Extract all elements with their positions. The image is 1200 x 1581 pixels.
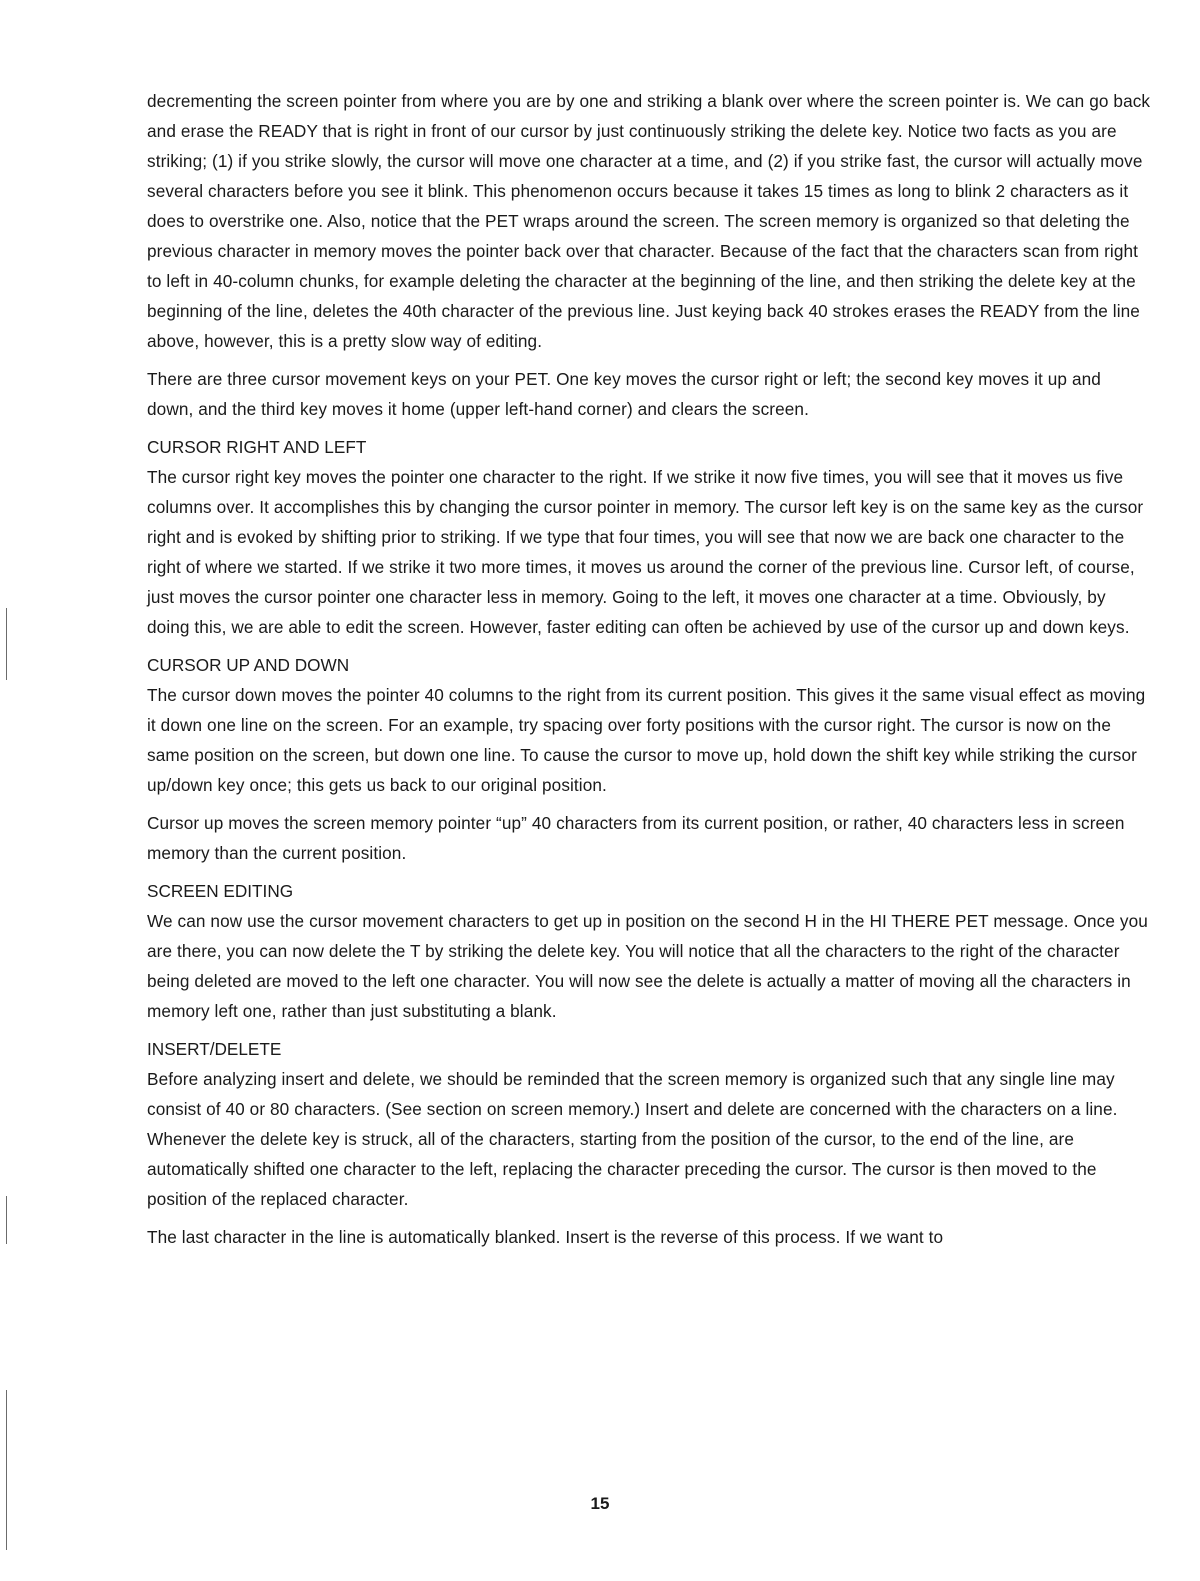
section-cursor-up-down (147, 650, 1151, 868)
margin-rule-3 (6, 1390, 7, 1550)
section-heading: SCREEN EDITING (147, 881, 294, 901)
section-cursor-right-left (147, 432, 1151, 642)
page-number: 15 (590, 1494, 610, 1513)
section-paragraph: Before analyzing insert and delete, we should be reminded that the screen memory is organized such that any single line may consist of 40 or 80 characters. (See section on screen memory.) Insert and delete are concerned with the characters on a line. Whenever the delete key is struck, all of the characters, starting from the position of the cursor, to the end of the line, are automatically shifted one character to the left, replacing the character preceding the cursor. The cursor is then moved to the position of the replaced character. (147, 1069, 1118, 1209)
section-paragraph: The cursor right key moves the pointer one character to the right. If we strike it now five times, you will see that it moves us five columns over. It accomplishes this by changing the cursor pointer in memory. The cursor left key is on the same key as the cursor right and is evoked by shifting prior to striking. If we type that four times, you will see that now we are back one character to the right of where we started. If we strike it two more times, it moves us around the corner of the previous line. Cursor left, of course, just moves the cursor pointer one character less in memory. Going to the left, it moves one character at a time. Obviously, by doing this, we are able to edit the screen. However, faster editing can often be achieved by use of the cursor up and down keys. (147, 467, 1144, 637)
section-insert-delete (147, 1034, 1151, 1252)
paragraph-cursor-keys: There are three cursor movement keys on your PET. One key moves the cursor right or left; the second key moves it up and down, and the third key moves it home (upper left-hand corner) and clears the screen. (147, 369, 1101, 419)
page-body (147, 86, 1151, 1252)
section-paragraph: Cursor up moves the screen memory pointer “up” 40 characters from its current position, or rather, 40 characters less in screen memory than the current position. (147, 813, 1125, 863)
margin-rule-1 (6, 608, 7, 680)
margin-rule-2 (6, 1196, 7, 1244)
section-screen-editing (147, 876, 1151, 1026)
section-heading: CURSOR RIGHT AND LEFT (147, 437, 367, 457)
section-heading: INSERT/DELETE (147, 1039, 282, 1059)
section-heading: CURSOR UP AND DOWN (147, 655, 350, 675)
paragraph-intro: decrementing the screen pointer from where you are by one and striking a blank over where the screen pointer is. We can go back and erase the READY that is right in front of our cursor by just continuously striking the delete key. Notice two facts as you are striking; (1) if you strike slowly, the cursor will move one character at a time, and (2) if you strike fast, the cursor will actually move several characters before you see it blink. This phenomenon occurs because it takes 15 times as long to blink 2 characters as it does to overstrike one. Also, notice that the PET wraps around the screen. The screen memory is organized so that deleting the previous character in memory moves the pointer back over that character. Because of the fact that the characters scan from right to left in 40-column chunks, for example deleting the character at the beginning of the line, and then striking the delete key at the beginning of the line, deletes the 40th character of the previous line. Just keying back 40 strokes erases the READY from the line above, however, this is a pretty slow way of editing. (147, 91, 1151, 351)
section-paragraph: The last character in the line is automatically blanked. Insert is the reverse of this process. If we want to (147, 1227, 944, 1247)
section-paragraph: We can now use the cursor movement characters to get up in position on the second H in the HI THERE PET message. Once you are there, you can now delete the T by striking the delete key. You will notice that all the characters to the right of the character being deleted are moved to the left one character. You will now see the delete is actually a matter of moving all the characters in memory left one, rather than just substituting a blank. (147, 911, 1148, 1021)
section-paragraph: The cursor down moves the pointer 40 columns to the right from its current position. This gives it the same visual effect as moving it down one line on the screen. For an example, try spacing over forty positions with the cursor right. The cursor is now on the same position on the screen, but down one line. To cause the cursor to move up, hold down the shift key while striking the cursor up/down key once; this gets us back to our original position. (147, 685, 1146, 795)
